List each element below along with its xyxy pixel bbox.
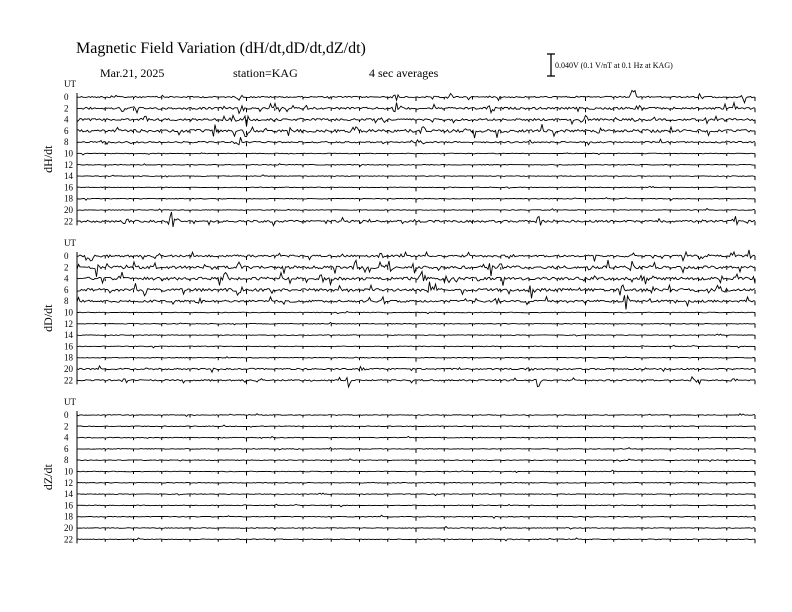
hour-label: 18: [64, 511, 73, 522]
averaging-label: 4 sec averages: [369, 66, 439, 80]
hour-label: 2: [64, 262, 69, 273]
hour-label: 10: [64, 307, 73, 318]
hour-label: 0: [64, 410, 69, 420]
panel-label-dD-dt: dD/dt: [41, 304, 55, 332]
ut-axis-label: UT: [64, 79, 76, 89]
panel-label-dH-dt: dH/dt: [41, 145, 55, 173]
hour-label: 8: [64, 137, 69, 148]
hour-label: 14: [64, 171, 73, 182]
hour-label: 6: [64, 284, 69, 295]
hour-label: 4: [64, 114, 69, 125]
hour-label: 10: [64, 466, 73, 477]
panel-label-dZ-dt: dZ/dt: [41, 464, 55, 491]
hour-label: 12: [64, 159, 73, 170]
hour-label: 18: [64, 193, 73, 204]
observation-date: Mar.21, 2025: [100, 66, 165, 80]
chart-title: Magnetic Field Variation (dH/dt,dD/dt,dZ/dt): [76, 40, 366, 57]
hour-label: 4: [64, 273, 69, 284]
hour-label: 18: [64, 352, 73, 363]
hour-label: 22: [64, 216, 73, 227]
hour-label: 14: [64, 489, 73, 500]
hour-label: 22: [64, 534, 73, 545]
hour-label: 16: [64, 182, 73, 193]
hour-label: 10: [64, 148, 73, 159]
hour-label: 22: [64, 375, 73, 386]
hour-label: 6: [64, 125, 69, 136]
hour-label: 16: [64, 341, 73, 352]
scale-bar-label: 0.040V (0.1 V/nT at 0.1 Hz at KAG): [555, 61, 673, 70]
hour-label: 20: [64, 205, 73, 215]
hour-label: 2: [64, 103, 69, 114]
hour-label: 4: [64, 432, 69, 443]
hour-label: 12: [64, 477, 73, 488]
hour-label: 8: [64, 455, 69, 466]
ut-axis-label: UT: [64, 397, 76, 407]
hour-label: 20: [64, 523, 73, 533]
hour-label: 8: [64, 296, 69, 307]
hour-label: 14: [64, 330, 73, 341]
hour-label: 20: [64, 364, 73, 374]
ut-axis-label: UT: [64, 238, 76, 248]
hour-label: 6: [64, 443, 69, 454]
hour-label: 12: [64, 318, 73, 329]
hour-label: 16: [64, 500, 73, 511]
hour-label: 2: [64, 421, 69, 432]
hour-label: 0: [64, 251, 69, 261]
hour-label: 0: [64, 92, 69, 102]
station-label: station=KAG: [233, 66, 298, 80]
